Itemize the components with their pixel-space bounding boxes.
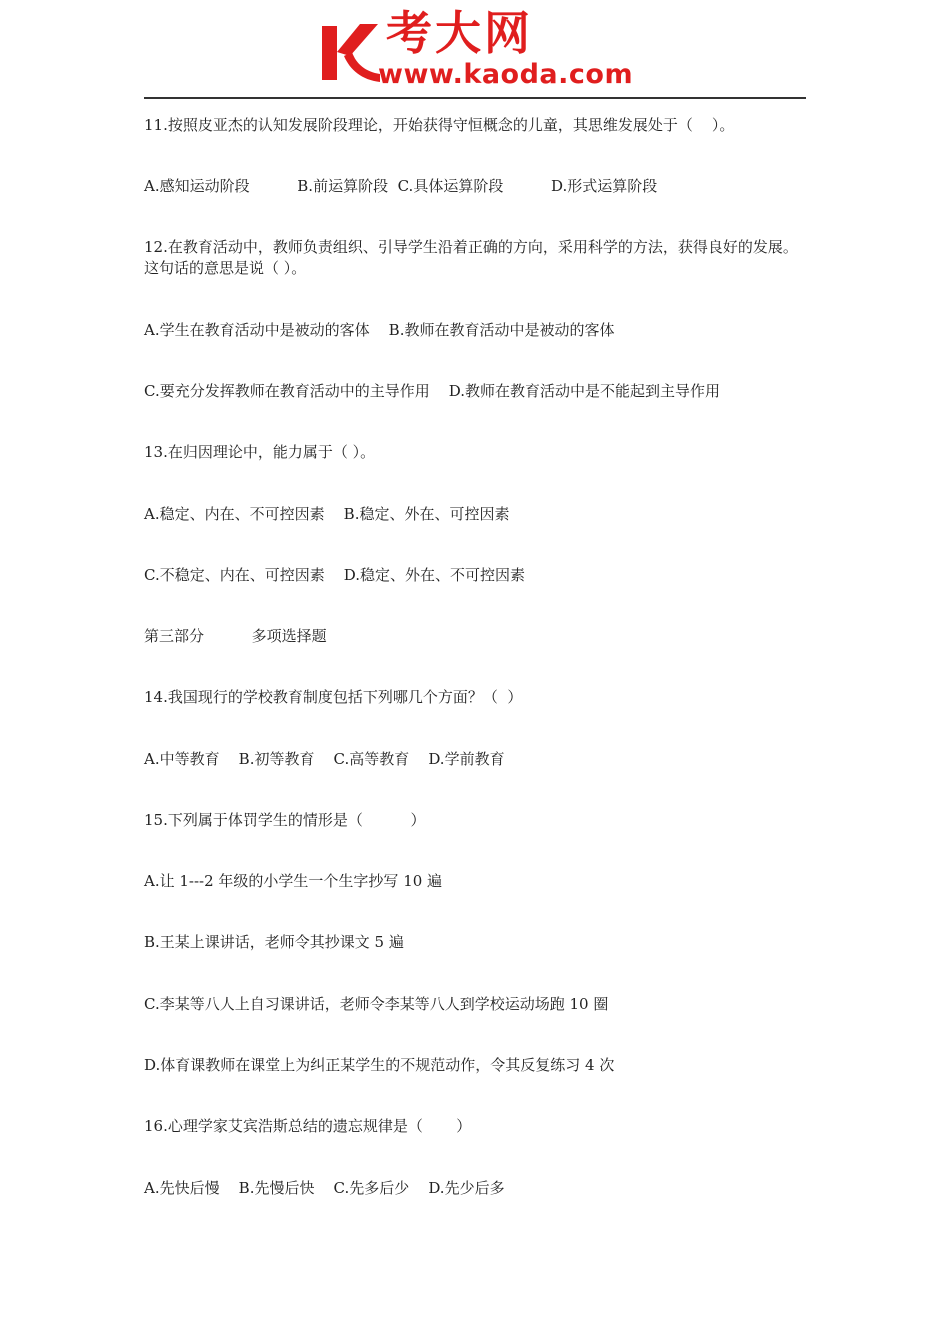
question-15-option-a: A.让 1---2 年级的小学生一个生字抄写 10 遍 <box>144 872 443 890</box>
question-13-options-ab: A.稳定、内在、不可控因素 B.稳定、外在、可控因素 <box>144 505 510 523</box>
section-heading: 第三部分 多项选择题 <box>144 627 327 645</box>
question-15: 15.下列属于体罚学生的情形是（ ） <box>144 811 426 829</box>
logo-chinese-text: 考大网 <box>386 6 533 60</box>
question-15-option-d: D.体育课教师在课堂上为纠正某学生的不规范动作，令其反复练习 4 次 <box>144 1056 615 1074</box>
question-15-option-b: B.王某上课讲话，老师令其抄课文 5 遍 <box>144 933 404 951</box>
question-16: 16.心理学家艾宾浩斯总结的遗忘规律是（ ） <box>144 1117 472 1135</box>
question-12-options-ab: A.学生在教育活动中是被动的客体 B.教师在教育活动中是被动的客体 <box>144 321 615 339</box>
question-11-options: A.感知运动阶段 B.前运算阶段 C.具体运算阶段 D.形式运算阶段 <box>144 177 658 195</box>
question-14: 14.我国现行的学校教育制度包括下列哪几个方面？（ ） <box>144 688 523 706</box>
header-divider <box>144 97 806 99</box>
k-logo-icon <box>320 22 382 84</box>
question-12-options-cd: C.要充分发挥教师在教育活动中的主导作用 D.教师在教育活动中是不能起到主导作用 <box>144 382 721 400</box>
kaoda-logo[interactable] <box>318 8 643 88</box>
question-16-options: A.先快后慢 B.先慢后快 C.先多后少 D.先少后多 <box>144 1179 505 1197</box>
question-15-option-c: C.李某等八人上自习课讲话，老师令李某等八人到学校运动场跑 10 圈 <box>144 995 609 1013</box>
question-11: 11.按照皮亚杰的认知发展阶段理论，开始获得守恒概念的儿童，其思维发展处于（ ）。 <box>144 116 735 134</box>
logo-url-text: www.kaoda.com <box>378 59 634 90</box>
question-12: 12.在教育活动中，教师负责组织、引导学生沿着正确的方向，采用科学的方法，获得良好的发展。这句话的意思是说（ ）。 <box>144 238 798 277</box>
question-14-options: A.中等教育 B.初等教育 C.高等教育 D.学前教育 <box>144 750 505 768</box>
question-13-options-cd: C.不稳定、内在、可控因素 D.稳定、外在、不可控因素 <box>144 566 526 584</box>
question-13: 13.在归因理论中，能力属于（ ）。 <box>144 443 376 461</box>
